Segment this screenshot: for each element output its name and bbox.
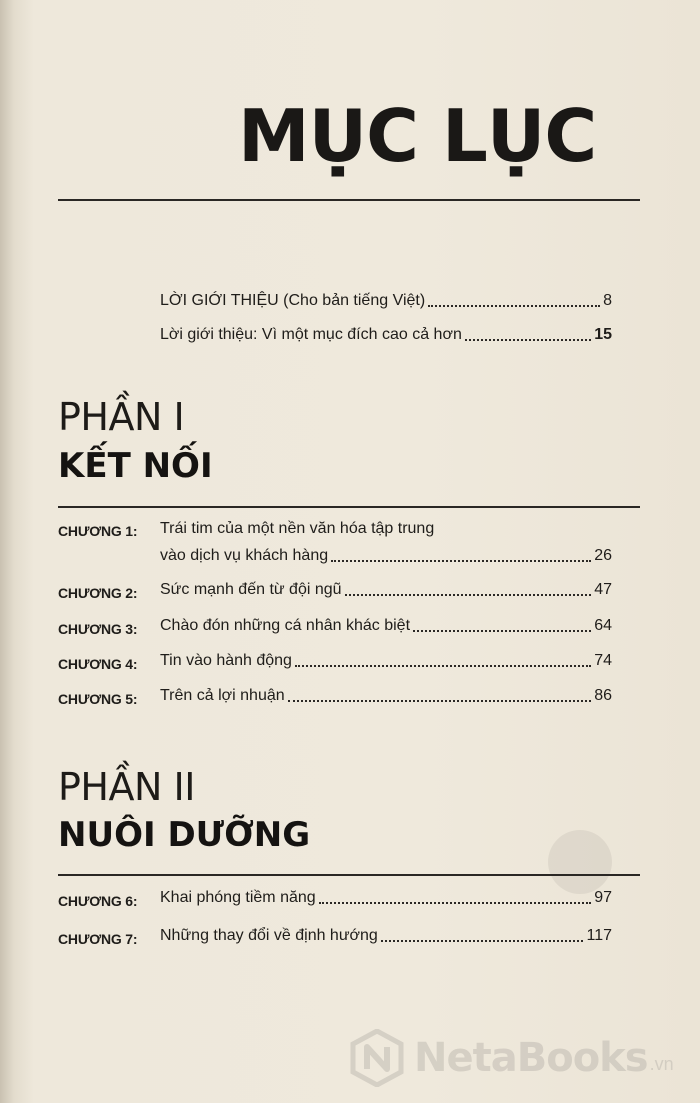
toc-entry-intro-vn[interactable] <box>160 291 612 311</box>
chapter-title-line2: vào dịch vụ khách hàng <box>160 547 329 564</box>
toc-entry-chapter-6[interactable] <box>160 888 612 908</box>
toc-entry-page: 64 <box>594 617 612 634</box>
toc-entry-page: 8 <box>603 292 612 309</box>
leader-dots <box>345 593 592 596</box>
toc-entry-chapter-3[interactable] <box>160 616 612 636</box>
toc-entry-page: 47 <box>594 581 612 598</box>
chapter-label: CHƯƠNG 5: <box>58 691 138 707</box>
toc-entry-page: 97 <box>594 889 612 906</box>
chapter-label: CHƯƠNG 3: <box>58 621 138 637</box>
toc-entry-text: Lời giới thiệu: Vì một mục đích cao cả hơn <box>160 326 462 343</box>
chapter-title: Trên cả lợi nhuận <box>160 687 285 704</box>
toc-entry-chapter-2[interactable] <box>160 580 612 600</box>
chapter-label: CHƯƠNG 6: <box>58 893 138 909</box>
chapter-title: Sức mạnh đến từ đội ngũ <box>160 581 342 598</box>
toc-entry-text: LỜI GIỚI THIỆU (Cho bản tiếng Việt) <box>160 292 426 309</box>
page-title: MỤC LỤC <box>238 94 597 178</box>
chapter-label: CHƯƠNG 1: <box>58 523 138 539</box>
toc-entry-page: 26 <box>594 547 612 564</box>
chapter-title: Khai phóng tiềm năng <box>160 889 316 906</box>
chapter-title: Những thay đổi về định hướng <box>160 927 378 944</box>
toc-entry-page: 117 <box>586 927 612 944</box>
chapter-title: Tin vào hành động <box>160 652 292 669</box>
toc-entry-intro[interactable] <box>160 325 612 345</box>
leader-dots <box>465 338 591 341</box>
chapter-label: CHƯƠNG 7: <box>58 931 138 947</box>
show-through-circle <box>548 830 612 894</box>
watermark-brand: NetaBooks <box>414 1035 648 1081</box>
chapter-label: CHƯƠNG 2: <box>58 585 138 601</box>
part-divider <box>58 506 640 508</box>
leader-dots <box>319 901 592 904</box>
watermark-suffix: .vn <box>649 1054 674 1074</box>
chapter-label: CHƯƠNG 4: <box>58 656 138 672</box>
part-title: NUÔI DƯỠNG <box>58 815 311 855</box>
chapter-title: Chào đón những cá nhân khác biệt <box>160 617 411 634</box>
toc-entry-page: 15 <box>594 326 612 343</box>
part-divider <box>58 874 640 876</box>
part-label: PHẦN I <box>58 395 185 439</box>
leader-dots <box>381 939 584 942</box>
part-label: PHẦN II <box>58 765 195 809</box>
netabooks-watermark <box>350 1023 674 1093</box>
leader-dots <box>288 699 592 702</box>
leader-dots <box>413 629 591 632</box>
title-divider <box>58 199 640 201</box>
chapter-title-line1[interactable]: Trái tim của một nền văn hóa tập trung <box>160 520 435 537</box>
netabooks-logo-icon <box>350 1029 404 1087</box>
leader-dots <box>331 559 591 562</box>
toc-entry-chapter-1[interactable] <box>160 546 612 566</box>
toc-entry-chapter-4[interactable] <box>160 651 612 671</box>
part-title: KẾT NỐI <box>58 446 213 486</box>
toc-entry-page: 86 <box>594 687 612 704</box>
leader-dots <box>428 304 600 307</box>
toc-entry-chapter-5[interactable] <box>160 686 612 706</box>
leader-dots <box>295 664 591 667</box>
toc-entry-page: 74 <box>594 652 612 669</box>
toc-entry-chapter-7[interactable] <box>160 926 612 946</box>
